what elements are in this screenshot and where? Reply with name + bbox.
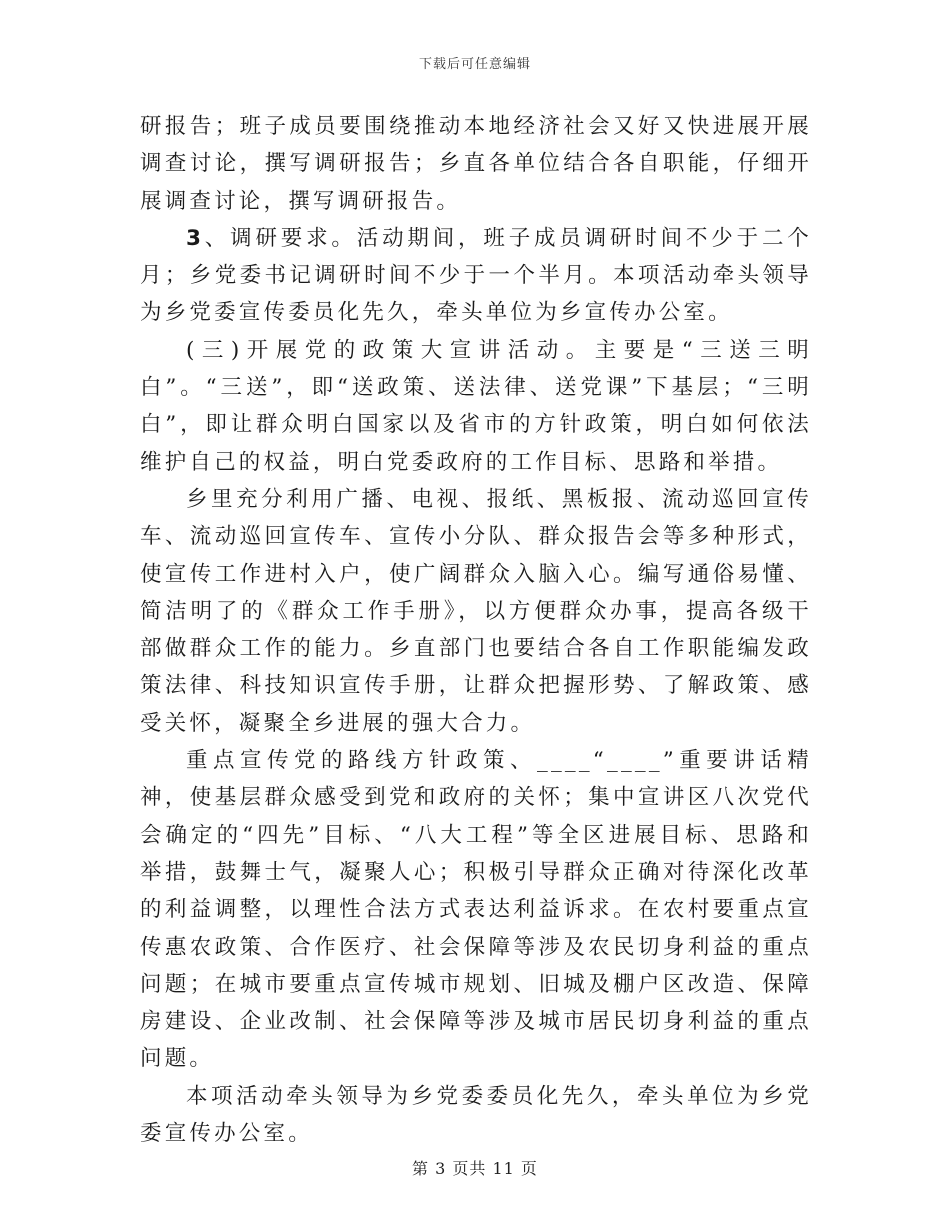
paragraph xyxy=(140,108,812,220)
page-header: 下载后可任意编辑 xyxy=(418,57,531,72)
paragraph-text: 、调研要求。活动期间，班子成员调研时间不少于二个月；乡党委书记调研时间不少于一个半月。本项活动牵头领导为乡党委宣传委员化先久，牵头单位为乡宣传办公室。 xyxy=(140,225,812,326)
paragraph-text: (三)开展党的政策大宣讲活动。主要是“三送三明白”。“三送”，即“送政策、送法律、送党课”下基层；“三明白”，即让群众明白国家以及省市的方针政策，明白如何依法维护自己的权益，明白党委政府的工作目标、思路和举措。 xyxy=(140,337,812,475)
paragraph xyxy=(140,481,812,742)
paragraph-text: 本项活动牵头领导为乡党委委员化先久，牵头单位为乡党委宣传办公室。 xyxy=(140,1083,812,1147)
paragraph xyxy=(140,332,812,481)
paragraph-text: 重点宣传党的路线方针政策、____“____”重要讲话精神，使基层群众感受到党和政府的关怀；集中宣讲区八次党代会确定的“四先”目标、“八大工程”等全区进展目标、思路和举措，鼓舞士气，凝聚人心；积极引导群众正确对待深化改革的利益调整，以理性合法方式表达利益诉求。在农村要重点宣传惠农政策、合作医疗、社会保障等涉及农民切身利益的重点问题；在城市要重点宣传城市规划、旧城及棚户区改造、保障房建设、企业改制、社会保障等涉及城市居民切身利益的重点问题。 xyxy=(140,748,812,1072)
page-footer: 第 3 页共 11 页 xyxy=(412,1159,538,1178)
paragraph-text: 研报告；班子成员要围绕推动本地经济社会又好又快进展开展调查讨论，撰写调研报告；乡直各单位结合各自职能，仔细开展调查讨论，撰写调研报告。 xyxy=(140,114,812,214)
paragraph xyxy=(140,220,812,332)
paragraph-text: 乡里充分利用广播、电视、报纸、黑板报、流动巡回宣传车、流动巡回宣传车、宣传小分队、群众报告会等多种形式，使宣传工作进村入户，使广阔群众入脑入心。编写通俗易懂、简洁明了的《群众工作手册》，以方便群众办事，提高各级干部做群众工作的能力。乡直部门也要结合各自工作职能编发政策法律、科技知识宣传手册，让群众把握形势、了解政策、感受关怀，凝聚全乡进展的强大合力。 xyxy=(140,486,812,736)
item-number: 3 xyxy=(186,225,205,251)
document-body xyxy=(140,108,812,1152)
paragraph xyxy=(140,742,812,1078)
paragraph xyxy=(140,1078,812,1153)
